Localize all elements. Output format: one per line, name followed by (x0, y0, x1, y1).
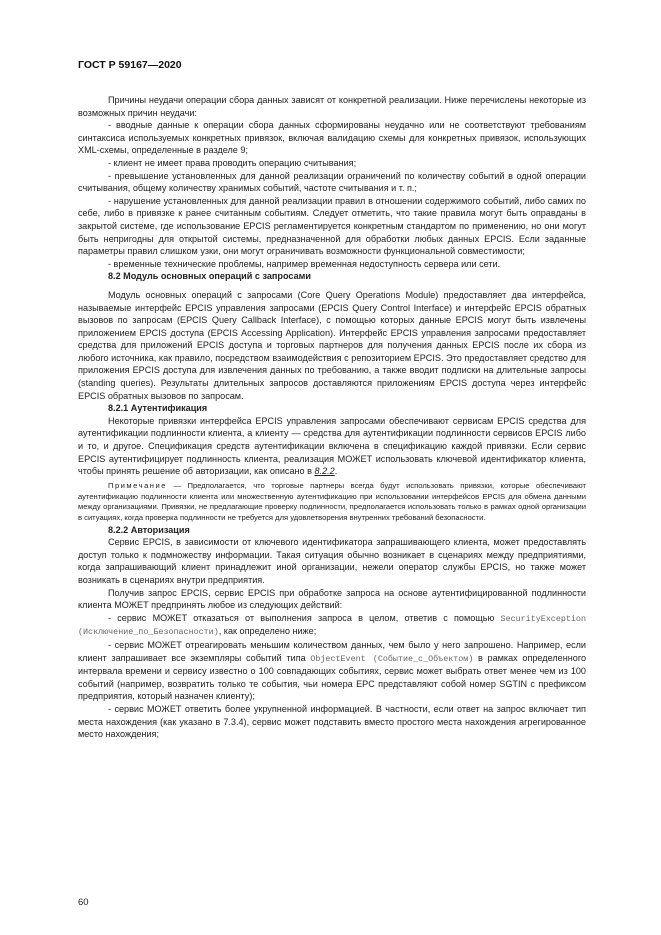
cause-item: - превышение установленных для данной реализации ограничений по количеству событий в одной операции считывания, общему количеству хранимых событий, частоте считывания и т. п.; (78, 170, 586, 194)
ref-link-8-2-2[interactable]: 8.2.2 (314, 466, 335, 477)
note-paragraph (78, 481, 586, 524)
cause-item: - нарушение установленных для данной реализации правил в отношении содержимого событий, либо самих по себе, либо в привязке к ранее считанным событиям. Следует отметить, что такие правила могут быть оправданы в закрытой системе, где использование EPCIS регламентируется конкретным стандартом по применению, но они могут быть непригодны для открытой системы, предназначенной для обработки любых данных EPCIS. Если заданные параметры правил слишком узки, они могут ограничивать возможности функциональной совместимости; (78, 195, 586, 257)
auth-bullet: - сервис МОЖЕТ ответить более укрупненной информацией. В частности, если ответ на запрос включает тип места нахождения (как указано в 7.3.4), сервис может подставить вместо простого места нахождения агрегированное место нахождения; (78, 703, 586, 740)
bullet-text: , как определено ниже; (218, 626, 317, 637)
causes-intro: Причины неудачи операции сбора данных зависят от конкретной реализации. Ниже перечислены некоторые из возможных причин неудачи: (78, 95, 586, 118)
bullet-text: - сервис МОЖЕТ отреагировать меньшим количеством данных, чем было у него запрошено. Например, если клиент запрашивает все экземпляры событий типа (78, 639, 586, 663)
cause-item: - клиент не имеет права проводить операцию считывания; (108, 157, 357, 168)
document-body (78, 94, 586, 741)
section-heading-8-2-1: 8.2.1 Аутентификация (108, 403, 208, 414)
code-term: ObjectEvent (Событие_с_Объектом) (310, 653, 474, 664)
section-8-2-text: Модуль основных операций с запросами (Core Query Operations Module) предоставляет два интерфейса, называемые интерфейс EPCIS управления запросами (EPCIS Query Control Interface) и интерфейс EPCIS обратных вызовов по запросам (EPCIS Query Callback Interface), с помощью которых данные EPCIS могут быть извлечены приложением EPCIS доступа (EPCIS Accessing Application). Интерфейс EPCIS управления запросами предоставляет средства для приложений EPCIS доступа и торговых партнеров для получения данных EPCIS после их сбора из любого источника, как правило, посредством взаимодействия с репозиторием EPCIS. Это предоставляет средство для приложения EPCIS доступа для извлечения данных по требованию, а также вводит подписки на длительные запросы (standing queries). Результаты длительных запросов доставляются приложениям EPCIS доступа через интерфейс EPCIS обратных вызовов по запросам. (78, 289, 586, 401)
note-text: — Предполагается, что торговые партнеры всегда будут использовать привязки, которые обеспечивают аутентификацию подлинности клиента или множественную аутентификацию при использовании интерфейсов EPCIS для обмена данными между организациями. Привязки, не предлагающие проверку подлинности, предполагается использовать только в рамках одной организации в ситуациях, когда проверка подлинности не требуется для удовлетворения внутренних требований безопасности. (78, 480, 586, 522)
section-8-2-2-p1: Сервис EPCIS, в зависимости от ключевого идентификатора запрашивающего клиента, может предоставлять доступ только к подмножеству информации. Такая ситуация обычно возникает в сценариях между предприятиями, когда запрашивающий клиент принадлежит иной организации, нежели оператор службы EPCIS, но также может возникать в сценариях внутри предприятия. (78, 537, 586, 585)
section-heading-8-2: 8.2 Модуль основных операций с запросами (108, 271, 311, 282)
standard-header: ГОСТ Р 59167—2020 (78, 59, 182, 71)
auth-text-end: . (334, 466, 338, 477)
page-number: 60 (78, 897, 89, 908)
bullet-text: - сервис МОЖЕТ отказаться от выполнения запроса в целом, ответив с помощью (108, 612, 501, 623)
auth-text: Некоторые привязки интерфейса EPCIS управления запросами обеспечивают сервисам EPCIS средства для аутентификации подлинности клиента, а клиенту — средства для аутентификации подлинности сервисов EPCIS либо и то, и другое. Спецификация средств аутентификации включена в спецификацию каждой привязки. Если сервис EPCIS аутентифицирует подлинность клиента, реализация МОЖЕТ использовать ключевой идентификатор клиента, чтобы принять решение об авторизации, как описано в (78, 415, 586, 477)
section-heading-8-2-2: 8.2.2 Авторизация (108, 524, 190, 535)
bullet-text: в рамках определенного интервала времени и сервису известно о 100 совпадающих событиях, сервис может выбрать ответ менее чем из 100 событий (например, возвратить только те события, чьи номера EPC представляют собой номер SGTIN с префиксом предприятия, который назначен клиенту); (78, 652, 586, 702)
cause-item: - вводные данные к операции сбора данных сформированы неудачно или не соответствуют требованиям синтаксиса используемых конкретных привязок, включая валидацию схемы для конкретных привязок, использующих XML-схемы, определенные в разделе 9; (78, 120, 586, 156)
section-8-2-1-text (78, 415, 586, 478)
cause-item: - временные технические проблемы, например временная недоступность сервера или сети. (108, 258, 501, 269)
section-8-2-2-p2: Получив запрос EPCIS, сервис EPCIS при обработке запроса на основе аутентифицированной подлинности клиента МОЖЕТ предпринять любое из следующих действий: (78, 587, 586, 611)
auth-bullet (78, 639, 586, 703)
auth-bullet (78, 612, 586, 639)
code-term: SecurityException (Исключение_по_Безопасности) (78, 613, 586, 638)
note-label: Примечание (108, 480, 167, 490)
